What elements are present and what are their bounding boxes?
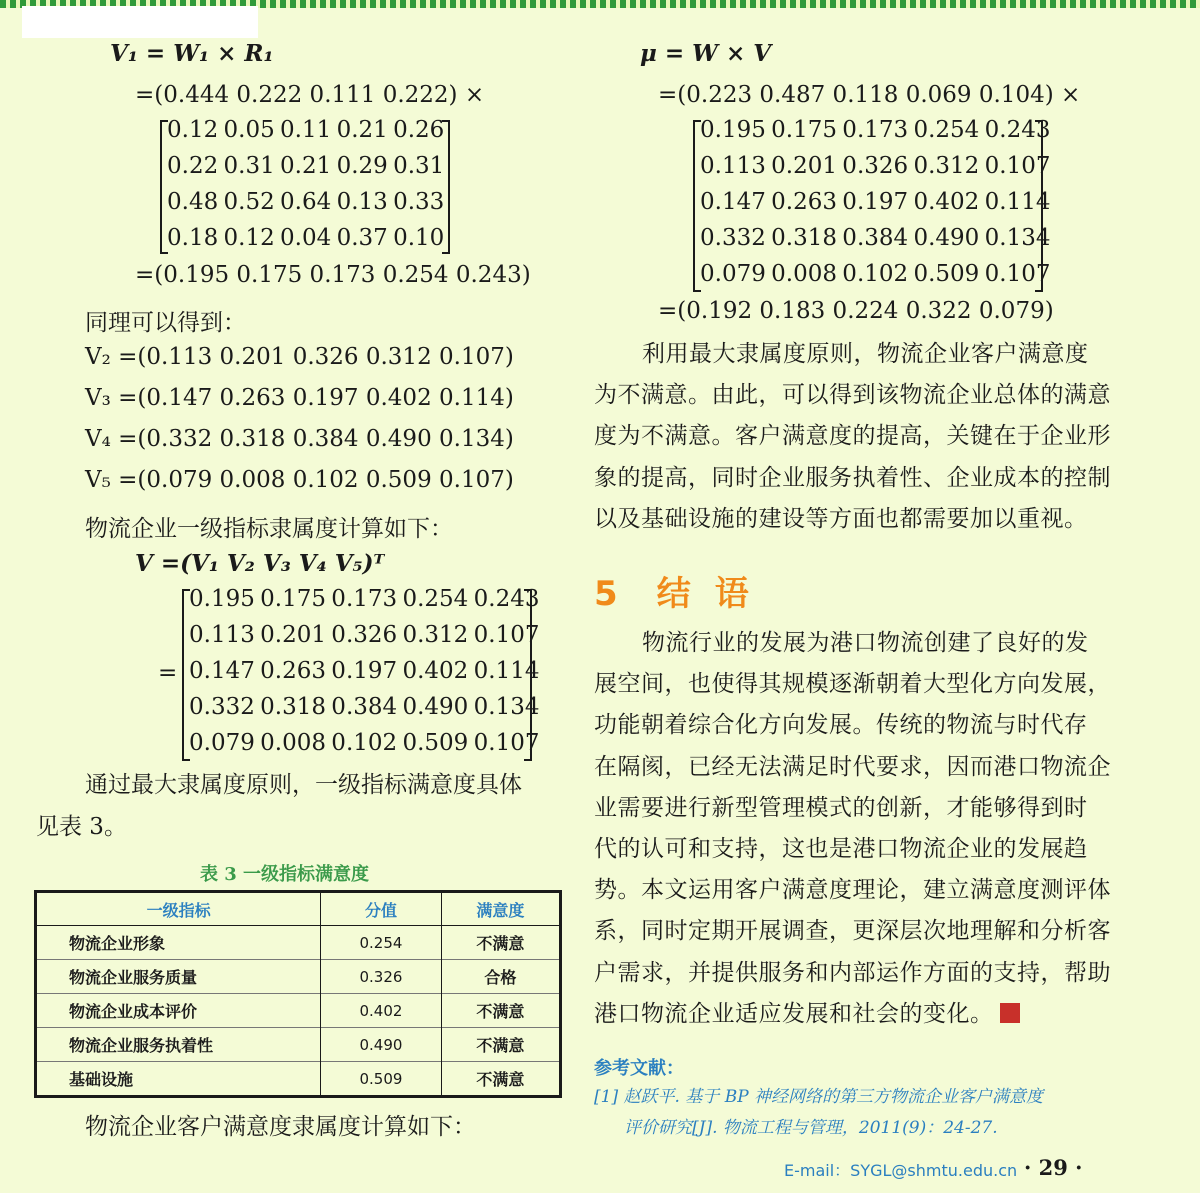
v-matrix (182, 584, 540, 760)
indicator-cell: 基础设施 (36, 1062, 321, 1097)
score-cell: 0.402 (321, 994, 441, 1028)
footer-email: E-mail：SYGL@shmtu.edu.cn (784, 1161, 1018, 1180)
table-row (36, 1028, 561, 1062)
v-matrix-equals: = (158, 660, 178, 686)
references-title: 参考文献： (594, 1058, 684, 1079)
score-cell: 0.509 (321, 1062, 441, 1097)
table-row (36, 926, 561, 960)
conclusion-paragraph-1 (594, 334, 1124, 540)
v1-weight-vector: =(0.444 0.222 0.111 0.222) × (135, 82, 485, 108)
level1-intro: 物流企业一级指标隶属度计算如下： (85, 516, 453, 542)
indicator-cell: 物流企业服务质量 (36, 960, 321, 994)
matrix-row: 0.332 0.318 0.384 0.490 0.134 (700, 225, 1051, 251)
v5-vector: V₅ =(0.079 0.008 0.102 0.509 0.107) (85, 467, 514, 493)
paragraph-line: 利用最大隶属度原则，物流企业客户满意度 (642, 341, 1089, 367)
table-row (36, 994, 561, 1028)
indicator-cell: 物流企业成本评价 (36, 994, 321, 1028)
indicator-cell: 物流企业形象 (36, 926, 321, 960)
paragraph-line: 户需求，并提供服务和内部运作方面的支持，帮助 (594, 959, 1111, 986)
mu-result: =(0.192 0.183 0.224 0.322 0.079) (658, 298, 1054, 324)
mu-matrix (693, 114, 1051, 292)
paragraph-line: 系，同时定期开展调查，更深层次地理解和分析客 (594, 918, 1111, 945)
paragraph-line: 物流行业的发展为港口物流创建了良好的发 (642, 630, 1089, 656)
column-header: 一级指标 (36, 892, 321, 926)
matrix-row: 0.113 0.201 0.326 0.312 0.107 (700, 153, 1051, 179)
paragraph-line: 功能朝着综合化方向发展。传统的物流与时代存 (594, 712, 1088, 739)
mu-weight-vector: =(0.223 0.487 0.118 0.069 0.104) × (658, 82, 1081, 108)
matrix-row: 0.22 0.31 0.21 0.29 0.31 (167, 153, 445, 179)
matrix-row: 0.12 0.05 0.11 0.21 0.26 (167, 117, 445, 143)
matrix-row: 0.332 0.318 0.384 0.490 0.134 (189, 694, 540, 720)
paragraph-line: 港口物流企业适应发展和社会的变化。 (594, 994, 1124, 1035)
satisfaction-table (34, 890, 562, 1098)
table-row (36, 1062, 561, 1097)
v2-vector: V₂ =(0.113 0.201 0.326 0.312 0.107) (85, 344, 514, 370)
v1-definition: V₁ = W₁ × R₁ (110, 40, 274, 67)
matrix-row: 0.195 0.175 0.173 0.254 0.243 (700, 117, 1051, 143)
matrix-row: 0.147 0.263 0.197 0.402 0.114 (700, 189, 1051, 215)
r1-matrix (160, 114, 450, 254)
score-cell: 0.490 (321, 1028, 441, 1062)
header-blank-area (22, 6, 258, 38)
matrix-row: 0.113 0.201 0.326 0.312 0.107 (189, 622, 540, 648)
v4-vector: V₄ =(0.332 0.318 0.384 0.490 0.134) (85, 426, 514, 452)
section-heading (594, 566, 773, 615)
table-caption: 表 3 一级指标满意度 (200, 864, 370, 885)
column-header: 分值 (321, 892, 441, 926)
matrix-row: 0.079 0.008 0.102 0.509 0.107 (189, 730, 540, 756)
paragraph-line: 在隔阂，已经无法满足时代要求，因而港口物流企 (594, 753, 1111, 780)
satisfaction-cell: 不满意 (441, 1062, 560, 1097)
table-row (36, 960, 561, 994)
end-mark-icon (1000, 1003, 1020, 1023)
paragraph-line: 象的提高，同时企业服务执着性、企业成本的控制 (594, 464, 1111, 491)
satisfaction-cell: 不满意 (441, 926, 560, 960)
reference-line: 评价研究[J]. 物流工程与管理，2011(9)：24-27. (624, 1118, 998, 1138)
paragraph-line: 展空间，也使得其规模逐渐朝着大型化方向发展， (594, 671, 1111, 698)
paragraph-line: 为不满意。由此，可以得到该物流企业总体的满意 (594, 382, 1111, 409)
column-header: 满意度 (441, 892, 560, 926)
similarly-text: 同理可以得到： (85, 310, 246, 336)
section-title: 结语 (656, 574, 773, 614)
table-header-row (36, 892, 561, 926)
v-transpose-eq: V =(V₁ V₂ V₃ V₄ V₅)ᵀ (135, 550, 385, 577)
satisfaction-cell: 不满意 (441, 994, 560, 1028)
section-number: 5 (594, 574, 618, 614)
matrix-row: 0.48 0.52 0.64 0.13 0.33 (167, 189, 445, 215)
matrix-row: 0.147 0.263 0.197 0.402 0.114 (189, 658, 540, 684)
paragraph-line: 势。本文运用客户满意度理论，建立满意度测评体 (594, 877, 1111, 904)
satisfaction-cell: 不满意 (441, 1028, 560, 1062)
page-number: · 29 · (1024, 1155, 1083, 1180)
paragraph-line: 度为不满意。客户满意度的提高，关键在于企业形 (594, 423, 1111, 450)
paragraph-line: 通过最大隶属度原则，一级指标满意度具体 (85, 772, 522, 798)
paragraph-line: 业需要进行新型管理模式的创新，才能够得到时 (594, 794, 1088, 821)
paragraph-line: 见表 3。 (36, 814, 127, 840)
score-cell: 0.326 (321, 960, 441, 994)
conclusion-paragraph-2 (594, 623, 1124, 1035)
mu-definition: μ = W × V (640, 40, 772, 67)
v1-result: =(0.195 0.175 0.173 0.254 0.243) (135, 262, 531, 288)
paragraph-line: 代的认可和支持，这也是港口物流企业的发展趋 (594, 836, 1088, 863)
closing-text: 物流企业客户满意度隶属度计算如下： (85, 1114, 476, 1140)
v3-vector: V₃ =(0.147 0.263 0.197 0.402 0.114) (85, 385, 514, 411)
matrix-row: 0.195 0.175 0.173 0.254 0.243 (189, 586, 540, 612)
reference-line: [1] 赵跃平. 基于 BP 神经网络的第三方物流企业客户满意度 (594, 1087, 1044, 1107)
score-cell: 0.254 (321, 926, 441, 960)
indicator-cell: 物流企业服务执着性 (36, 1028, 321, 1062)
satisfaction-cell: 合格 (441, 960, 560, 994)
matrix-row: 0.18 0.12 0.04 0.37 0.10 (167, 225, 445, 251)
paragraph-line: 以及基础设施的建设等方面也都需要加以重视。 (594, 505, 1088, 532)
matrix-row: 0.079 0.008 0.102 0.509 0.107 (700, 261, 1051, 287)
